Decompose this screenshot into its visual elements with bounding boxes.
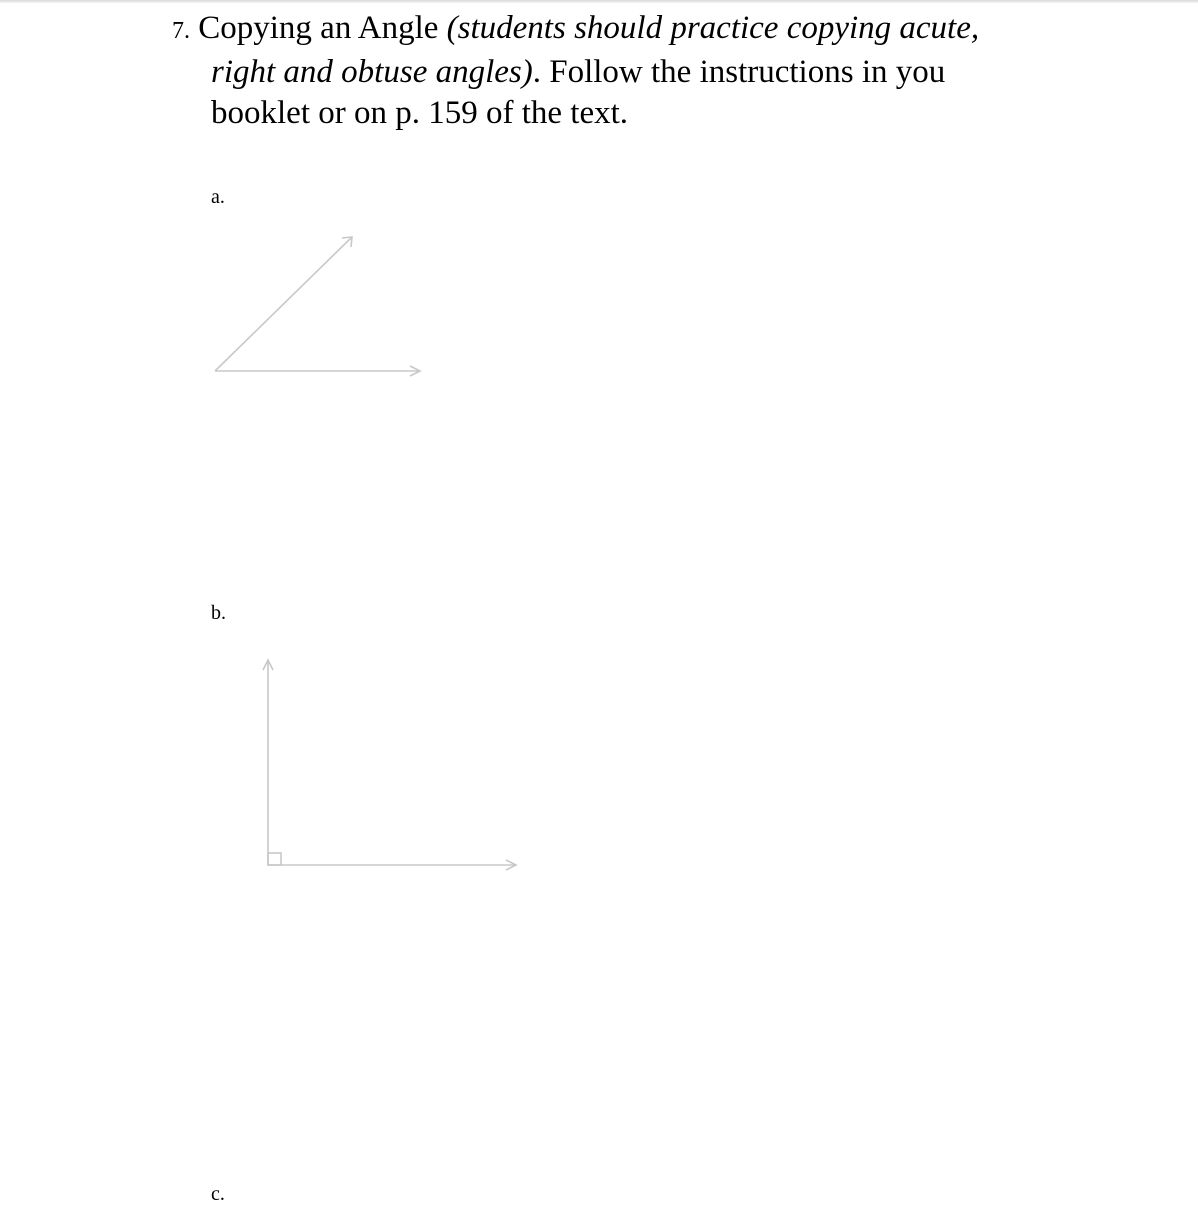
question-7 [172, 8, 1072, 134]
right-angle-marker [268, 853, 281, 865]
part-c-label: c. [211, 1183, 225, 1205]
top-rule [0, 0, 1198, 3]
question-line-1 [172, 8, 1072, 52]
question-line-3: booklet or on p. 159 of the text. [211, 95, 629, 131]
question-instructions-part1: . Follow the instructions in you [532, 54, 946, 90]
question-italic-note-part1: (students should practice copying acute, [446, 10, 980, 46]
question-number: 7. [172, 18, 190, 44]
right-angle-figure [250, 650, 530, 880]
question-italic-note-part2: right and obtuse angles) [211, 54, 533, 90]
part-b-label: b. [211, 602, 226, 624]
question-title: Copying an Angle [198, 10, 439, 46]
acute-angle-figure [200, 226, 430, 386]
acute-angle-slanted-ray [215, 237, 352, 371]
question-line-2 [172, 52, 1072, 93]
part-a-label: a. [211, 186, 225, 208]
